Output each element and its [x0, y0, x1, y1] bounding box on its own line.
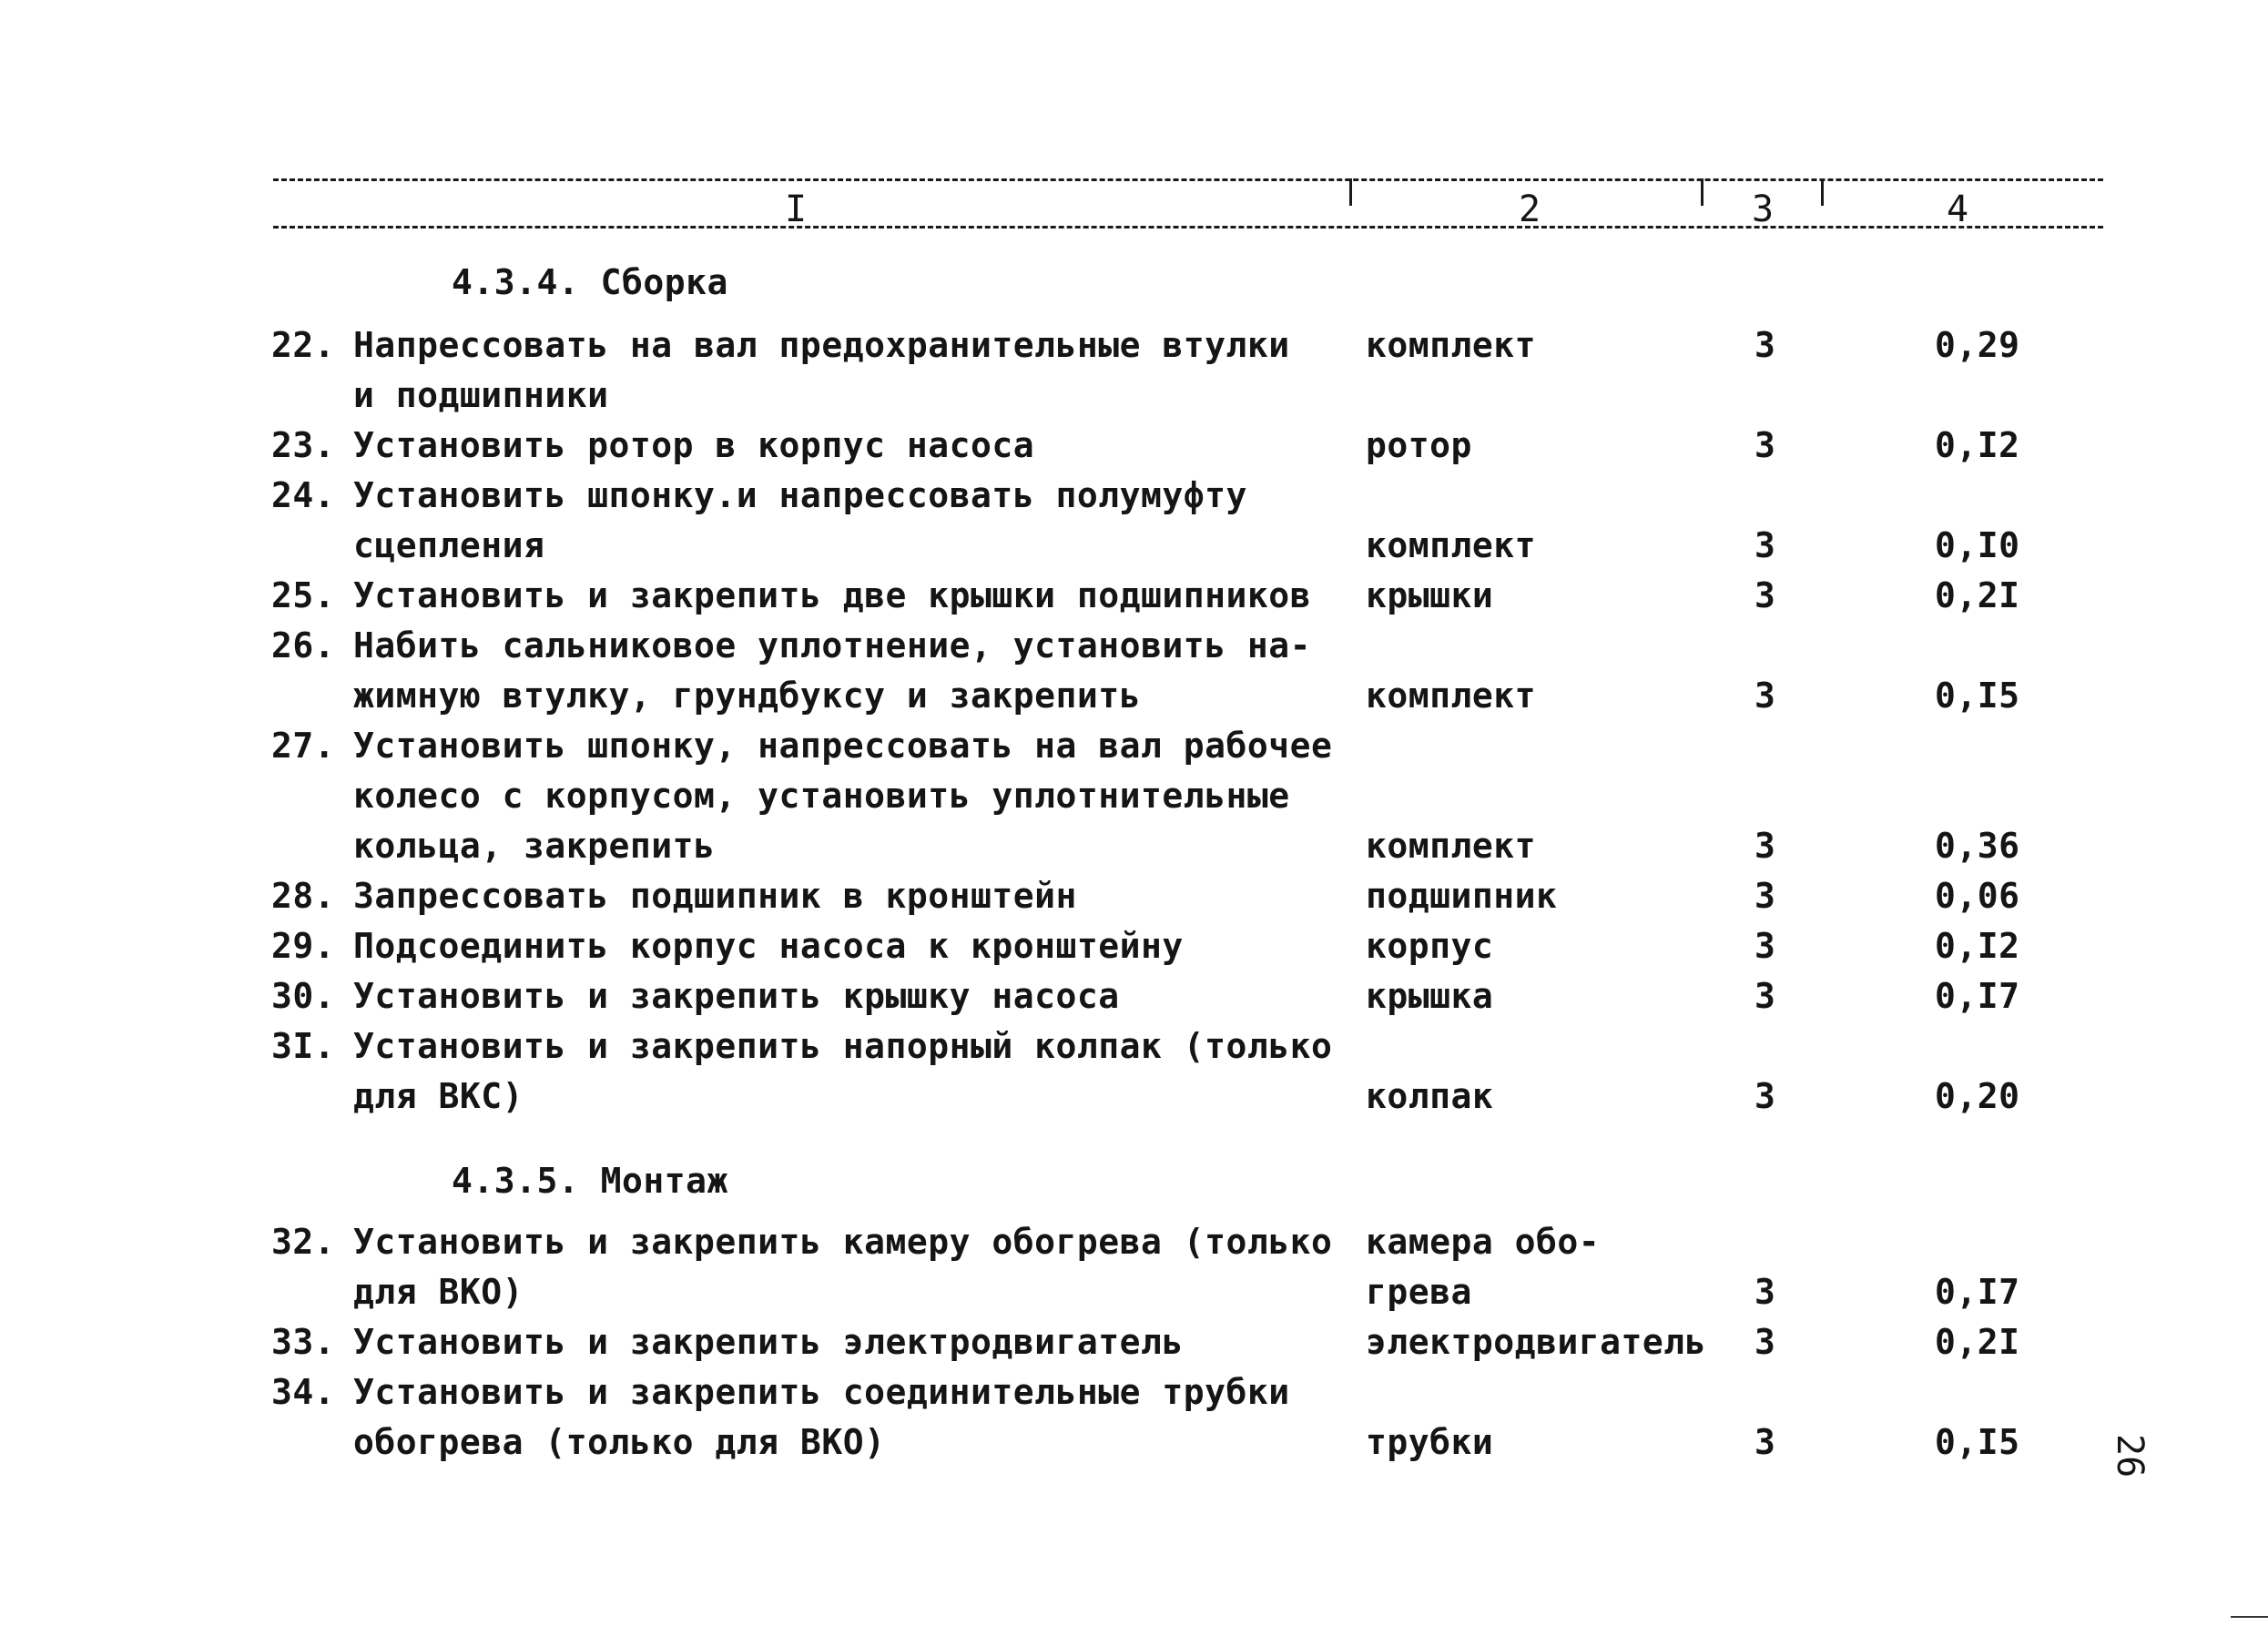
category-cell: 3 — [1754, 1322, 1776, 1362]
header-top-rule — [273, 178, 2103, 181]
unit-cell: колпак — [1366, 1076, 1494, 1116]
row-number: 22. — [271, 325, 336, 365]
unit-cell: комплект — [1366, 525, 1537, 565]
section-title: 4.3.4. Сборка — [452, 262, 728, 302]
operation-text: Установить и закрепить электродвигатель — [353, 1322, 1184, 1362]
time-cell: 0,I0 — [1935, 525, 2020, 565]
operation-text: Запрессовать подшипник в кронштейн — [353, 876, 1077, 916]
column-divider-2 — [1701, 178, 1704, 206]
table-row — [0, 621, 2268, 671]
table-row — [0, 1072, 2268, 1122]
category-cell: 3 — [1754, 325, 1776, 365]
corner-scan-mark — [2231, 1616, 2268, 1618]
category-cell: 3 — [1754, 575, 1776, 615]
header-col-4: 4 — [1947, 188, 1969, 230]
time-cell: 0,I5 — [1935, 676, 2020, 716]
operation-text: сцепления — [353, 525, 545, 565]
operation-text: Набить сальниковое уплотнение, установить на- — [353, 625, 1312, 666]
operation-text: для ВКО) — [353, 1272, 524, 1312]
time-cell: 0,I5 — [1935, 1422, 2020, 1462]
time-cell: 0,2I — [1935, 575, 2020, 615]
row-number: 32. — [271, 1222, 336, 1262]
table-row — [0, 371, 2268, 421]
category-cell: 3 — [1754, 1272, 1776, 1312]
row-number: 24. — [271, 475, 336, 515]
category-cell: 3 — [1754, 976, 1776, 1016]
section-title: 4.3.5. Монтаж — [452, 1161, 728, 1201]
table-row — [0, 771, 2268, 821]
time-cell: 0,I7 — [1935, 976, 2020, 1016]
time-cell: 0,20 — [1935, 1076, 2020, 1116]
category-cell: 3 — [1754, 1076, 1776, 1116]
time-cell: 0,29 — [1935, 325, 2020, 365]
operation-text: Подсоединить корпус насоса к кронштейну — [353, 926, 1184, 966]
table-row — [0, 871, 2268, 921]
category-cell: 3 — [1754, 1422, 1776, 1462]
time-cell: 0,I2 — [1935, 425, 2020, 465]
row-number: 26. — [271, 625, 336, 666]
table-row — [0, 571, 2268, 621]
time-cell: 0,2I — [1935, 1322, 2020, 1362]
table-row — [0, 1367, 2268, 1417]
header-bottom-rule — [273, 226, 2103, 229]
operation-text: жимную втулку, грундбуксу и закрепить — [353, 676, 1141, 716]
table-row — [0, 1021, 2268, 1072]
category-cell: 3 — [1754, 826, 1776, 866]
unit-cell: грева — [1366, 1272, 1472, 1312]
time-cell: 0,I2 — [1935, 926, 2020, 966]
unit-cell: комплект — [1366, 676, 1537, 716]
row-number: 33. — [271, 1322, 336, 1362]
row-number: 34. — [271, 1372, 336, 1412]
operation-text: Установить и закрепить две крышки подшипников — [353, 575, 1312, 615]
operation-text: Установить и закрепить крышку насоса — [353, 976, 1120, 1016]
operation-text: для ВКС) — [353, 1076, 524, 1116]
category-cell: 3 — [1754, 525, 1776, 565]
table-row — [0, 821, 2268, 871]
unit-cell: комплект — [1366, 826, 1537, 866]
time-cell: 0,06 — [1935, 876, 2020, 916]
operation-text: Установить и закрепить камеру обогрева (только — [353, 1222, 1333, 1262]
page-number: 26 — [2109, 1434, 2151, 1478]
header-col-2: 2 — [1519, 188, 1541, 230]
column-divider-1 — [1349, 178, 1352, 206]
table-row — [0, 521, 2268, 571]
table-row — [0, 971, 2268, 1021]
row-number: 29. — [271, 926, 336, 966]
row-number: 23. — [271, 425, 336, 465]
operation-text: Установить ротор в корпус насоса — [353, 425, 1035, 465]
table-row — [0, 921, 2268, 971]
table-row — [0, 320, 2268, 371]
unit-cell: крышка — [1366, 976, 1494, 1016]
table-row — [0, 721, 2268, 771]
section-heading-mounting — [0, 1156, 2268, 1206]
operation-text: кольца, закрепить — [353, 826, 716, 866]
unit-cell: крышки — [1366, 575, 1494, 615]
operation-text: Установить и закрепить напорный колпак (только — [353, 1026, 1333, 1066]
unit-cell: трубки — [1366, 1422, 1494, 1462]
row-number: 27. — [271, 726, 336, 766]
header-col-3: 3 — [1752, 188, 1775, 230]
category-cell: 3 — [1754, 425, 1776, 465]
row-number: 30. — [271, 976, 336, 1016]
operation-text: Установить шпонку.и напрессовать полумуфту — [353, 475, 1247, 515]
table-row — [0, 1417, 2268, 1468]
unit-cell: ротор — [1366, 425, 1472, 465]
row-number: 3I. — [271, 1026, 336, 1066]
table-row — [0, 471, 2268, 521]
operation-text: колесо с корпусом, установить уплотнительные — [353, 776, 1290, 816]
time-cell: 0,36 — [1935, 826, 2020, 866]
category-cell: 3 — [1754, 676, 1776, 716]
unit-cell: камера обо- — [1366, 1222, 1601, 1262]
operation-text: Установить и закрепить соединительные трубки — [353, 1372, 1290, 1412]
operation-text: и подшипники — [353, 375, 609, 415]
table-row — [0, 1317, 2268, 1367]
table-row — [0, 671, 2268, 721]
unit-cell: подшипник — [1366, 876, 1558, 916]
table-row — [0, 421, 2268, 471]
category-cell: 3 — [1754, 876, 1776, 916]
header-col-1: I — [785, 188, 808, 230]
row-number: 28. — [271, 876, 336, 916]
row-number: 25. — [271, 575, 336, 615]
table-row — [0, 1217, 2268, 1267]
operation-text: Установить шпонку, напрессовать на вал рабочее — [353, 726, 1333, 766]
column-divider-3 — [1821, 178, 1824, 206]
category-cell: 3 — [1754, 926, 1776, 966]
unit-cell: корпус — [1366, 926, 1494, 966]
operation-text: обогрева (только для ВКО) — [353, 1422, 886, 1462]
operation-text: Напрессовать на вал предохранительные втулки — [353, 325, 1290, 365]
unit-cell: электродвигатель — [1366, 1322, 1707, 1362]
table-row — [0, 1267, 2268, 1317]
section-heading-assembly — [0, 258, 2268, 308]
unit-cell: комплект — [1366, 325, 1537, 365]
time-cell: 0,I7 — [1935, 1272, 2020, 1312]
